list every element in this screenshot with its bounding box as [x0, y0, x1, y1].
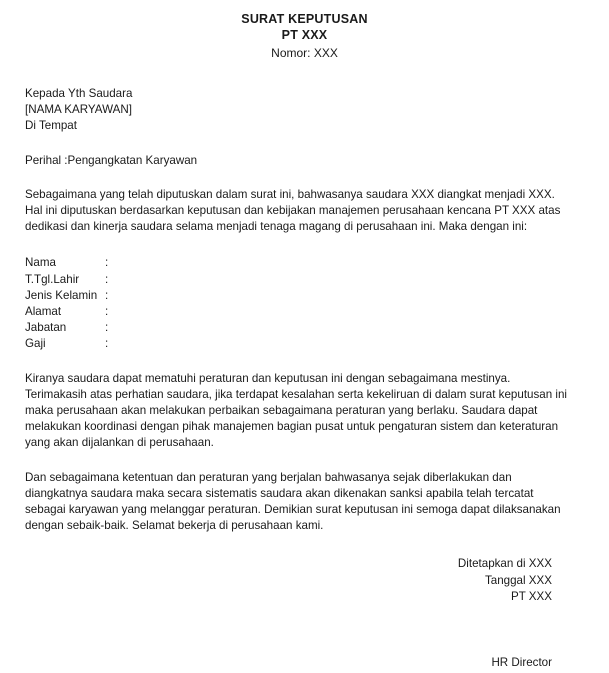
closing-place: Ditetapkan di XXX — [457, 557, 552, 571]
field-row-jenis-kelamin — [25, 288, 568, 304]
field-row-gaji — [25, 336, 568, 352]
addressee-location: Di Tempat — [25, 119, 77, 133]
paragraph-one: Sebagaimana yang telah diputuskan dalam surat ini, bahwasanya saudara XXX diangkat menjadi XXX. Hal ini diputuskan berdasarkan keputusan dan kebijakan manajemen perusahaan kencana PT XXX atas dedikasi dan kinerja saudara selama menjadi tenaga magang di perusahaan ini. Maka dengan ini: — [25, 187, 561, 234]
field-row-alamat — [25, 304, 568, 320]
field-value — [115, 255, 568, 271]
closing-company: PT XXX — [510, 589, 552, 603]
field-label: Jabatan — [25, 321, 67, 335]
field-label: Nama — [25, 256, 56, 270]
field-label: Jenis Kelamin — [25, 288, 98, 302]
field-value — [115, 336, 568, 352]
field-label: Alamat — [25, 305, 62, 319]
addressee-block — [25, 86, 568, 135]
field-label: T.Tgl.Lahir — [25, 272, 80, 286]
letter-heading — [0, 0, 609, 61]
field-colon: : — [105, 256, 109, 270]
letter-body — [25, 86, 568, 671]
field-value — [115, 304, 568, 320]
company-name-heading: PT XXX — [281, 28, 328, 42]
field-row-tempat-tanggal-lahir — [25, 272, 568, 288]
field-value — [115, 320, 568, 336]
closing-block — [25, 556, 568, 605]
field-row-nama — [25, 255, 568, 271]
field-colon: : — [105, 288, 109, 302]
field-value — [115, 272, 568, 288]
field-colon: : — [105, 321, 109, 335]
signature-block — [25, 655, 568, 671]
field-colon: : — [105, 305, 109, 319]
field-colon: : — [105, 337, 109, 351]
closing-date: Tanggal XXX — [484, 573, 552, 587]
paragraph-three: Dan sebagaimana ketentuan dan peraturan yang berjalan bahwasanya sejak diberlakukan dan diangkatnya saudara maka secara sistematis saudara akan dikenakan sanksi apabila telah tercatat sebagai karyawan yang melanggar peraturan. Demikian surat keputusan ini semoga dapat dilaksanakan dengan sebaik-baik. Selamat bekerja di perusahaan kami. — [25, 470, 561, 533]
paragraph-two: Kiranya saudara dapat mematuhi peraturan dan keputusan ini dengan sebagaimana mestinya. Terimakasih atas perhatian saudara, jika terdapat kesalahan serta kekeliruan di dalam surat keputusan ini maka perusahaan akan melakukan perbaikan sebagaimana peraturan yang berlaku. Saudara dapat melakukan koordinasi dengan pihak manajemen bagian pusat untuk pengaturan sistem dan keteraturan yang akan dijalankan di perusahaan. — [25, 371, 567, 450]
document-number: Nomor: XXX — [271, 46, 338, 60]
document-title: SURAT KEPUTUSAN — [241, 12, 368, 26]
signatory-title: HR Director — [491, 656, 552, 670]
field-colon: : — [105, 272, 109, 286]
addressee-name: [NAMA KARYAWAN] — [25, 103, 132, 117]
subject-line: Perihal :Pengangkatan Karyawan — [25, 153, 198, 167]
employee-details-list — [25, 255, 568, 352]
field-label: Gaji — [25, 337, 46, 351]
addressee-salutation: Kepada Yth Saudara — [25, 87, 133, 100]
field-row-jabatan — [25, 320, 568, 336]
field-value — [115, 288, 568, 304]
